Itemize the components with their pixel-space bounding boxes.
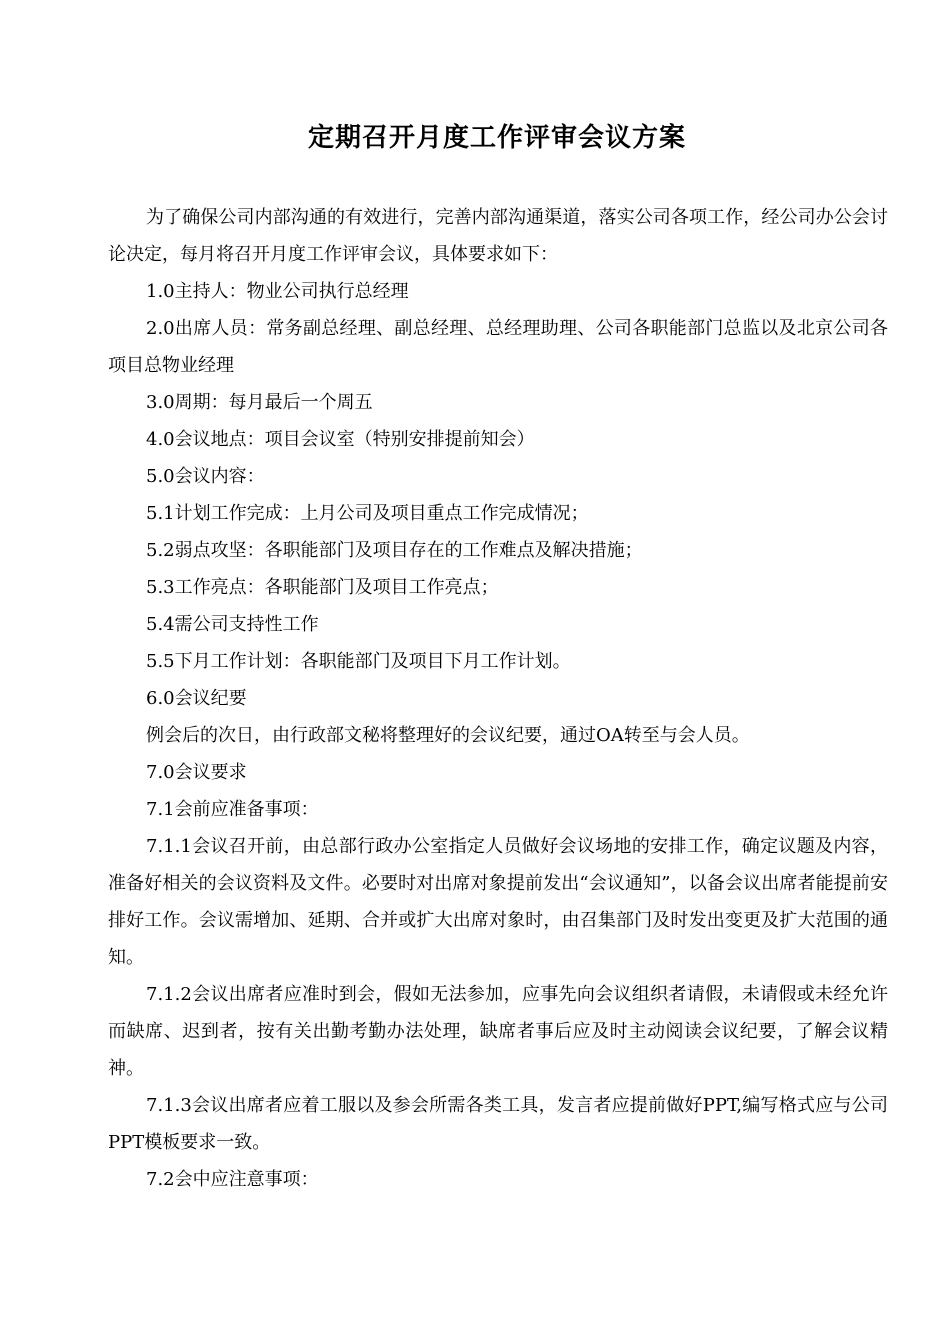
paragraph-in-meeting-heading: 7.2会中应注意事项： — [146, 1169, 319, 1190]
paragraph-7-1-1: 7.1.1会议召开前，由总部行政办公室指定人员做好会议场地的安排工作，确定议题及内容，准备好相关的会议资料及文件。必要时对出席对象提前发出“会议通知”，以备会议出席者能提前安排好工作。会议需增加、延期、合并或扩大出席对象时，由召集部门及时发出变更及扩大范围的通知。 — [108, 836, 888, 968]
paragraph-pre-meeting-heading: 7.1会前应准备事项： — [146, 799, 319, 820]
paragraph-content-5-1: 5.1计划工作完成：上月公司及项目重点工作完成情况； — [146, 503, 589, 524]
paragraph-7-1-2: 7.1.2会议出席者应准时到会，假如无法参加，应事先向会议组织者请假，未请假或未经允许而缺席、迟到者，按有关出勤考勤办法处理，缺席者事后应及时主动阅读会议纪要，了解会议精神。 — [108, 984, 888, 1079]
paragraph-content-5-3: 5.3工作亮点：各职能部门及项目工作亮点； — [146, 577, 499, 598]
paragraph-content-5-4: 5.4需公司支持性工作 — [146, 614, 319, 635]
paragraph-requirements-heading: 7.0会议要求 — [146, 762, 247, 783]
document-title: 定期召开月度工作评审会议方案 — [307, 123, 686, 153]
paragraph-attendees: 2.0出席人员：常务副总经理、副总经理、总经理助理、公司各职能部门总监以及北京公司各项目总物业经理 — [108, 318, 888, 376]
document-body — [108, 199, 888, 1198]
intro-paragraph: 为了确保公司内部沟通的有效进行，完善内部沟通渠道，落实公司各项工作，经公司办公会讨论决定，每月将召开月度工作评审会议，具体要求如下： — [108, 207, 888, 265]
paragraph-cycle: 3.0周期：每月最后一个周五 — [146, 392, 373, 413]
paragraph-minutes: 例会后的次日，由行政部文秘将整理好的会议纪要，通过OA转至与会人员。 — [146, 725, 750, 746]
paragraph-7-1-3: 7.1.3会议出席者应着工服以及参会所需各类工具，发言者应提前做好PPT,编写格式应与公司PPT模板要求一致。 — [108, 1095, 888, 1153]
paragraph-host: 1.0主持人：物业公司执行总经理 — [146, 281, 409, 302]
paragraph-content-5-2: 5.2弱点攻坚：各职能部门及项目存在的工作难点及解决措施； — [146, 540, 643, 561]
paragraph-minutes-heading: 6.0会议纪要 — [146, 688, 247, 709]
paragraph-content-5-5: 5.5下月工作计划：各职能部门及项目下月工作计划。 — [146, 651, 571, 672]
paragraph-location: 4.0会议地点：项目会议室（特别安排提前知会） — [146, 429, 535, 450]
paragraph-content-heading: 5.0会议内容： — [146, 466, 265, 487]
